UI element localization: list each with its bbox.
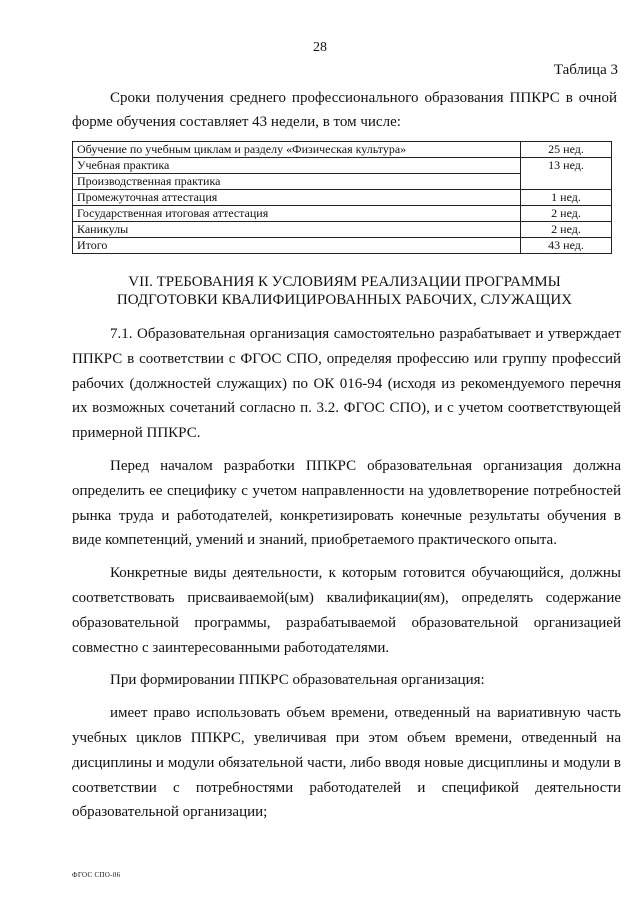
row-label: Государственная итоговая аттестация (73, 206, 521, 222)
table-row (73, 142, 612, 158)
row-label: Обучение по учебным циклам и разделу «Физическая культура» (73, 142, 521, 158)
row-label: Производственная практика (73, 174, 521, 190)
row-label: Учебная практика (73, 158, 521, 174)
table-row (73, 174, 612, 190)
table-row (73, 190, 612, 206)
row-value: 43 нед. (521, 238, 612, 254)
row-value: 13 нед. (521, 158, 612, 174)
table-label: Таблица 3 (553, 62, 618, 78)
footer-code: ФГОС СПО-06 (72, 871, 121, 879)
table-row (73, 206, 612, 222)
paragraph: Перед началом разработки ППКРС образовательная организация должна определить ее специфику с учетом направленности на удовлетворение потребностей рынка труда и работодателей, конкретизировать конечные результаты обучения в виде компетенций, умений и знаний, приобретаемого практического опыта. (72, 457, 621, 549)
row-value: 1 нед. (521, 190, 612, 206)
row-label: Итого (73, 238, 521, 254)
intro-paragraph: Сроки получения среднего профессионального образования ППКРС в очной форме обучения составляет 43 недели, в том числе: (72, 90, 617, 130)
table-row (73, 222, 612, 238)
body-text (72, 322, 621, 833)
row-label: Каникулы (73, 222, 521, 238)
table-row (73, 158, 612, 174)
paragraph: имеет право использовать объем времени, отведенный на вариативную часть учебных циклов ППКРС, увеличивая при этом объем времени, отведенный на дисциплины и модули обязательной части, либо вводя новые дисциплины и модули в соответствии с потребностями работодателей и спецификой деятельности образовательной организации; (72, 705, 621, 821)
row-value: 2 нед. (521, 222, 612, 238)
row-value (521, 174, 612, 190)
paragraph: Конкретные виды деятельности, к которым готовится обучающийся, должны соответствовать присваиваемой(ым) квалификации(ям), определять содержание образовательной программы, разрабатываемой образовательной организацией совместно с заинтересованными работодателями. (72, 565, 621, 656)
schedule-table (72, 141, 612, 254)
section-title-line-2: ПОДГОТОВКИ КВАЛИФИЦИРОВАННЫХ РАБОЧИХ, СЛУЖАЩИХ (116, 292, 573, 308)
section-title (72, 273, 617, 309)
row-value: 2 нед. (521, 206, 612, 222)
section-title-line-1: VII. ТРЕБОВАНИЯ К УСЛОВИЯМ РЕАЛИЗАЦИИ ПРОГРАММЫ (128, 274, 561, 290)
row-value: 25 нед. (521, 142, 612, 158)
paragraph: 7.1. Образовательная организация самостоятельно разрабатывает и утверждает ППКРС в соответствии с ФГОС СПО, определяя профессию или группу профессий рабочих (должностей служащих) по ОК 016-94 (исходя из рекомендуемого перечня их возможных сочетаний согласно п. 3.2. ФГОС СПО), и с учетом соответствующей примерной ППКРС. (72, 326, 621, 442)
page-number: 28 (313, 40, 327, 55)
table-row (73, 238, 612, 254)
row-label: Промежуточная аттестация (73, 190, 521, 206)
paragraph: При формировании ППКРС образовательная организация: (110, 672, 485, 689)
